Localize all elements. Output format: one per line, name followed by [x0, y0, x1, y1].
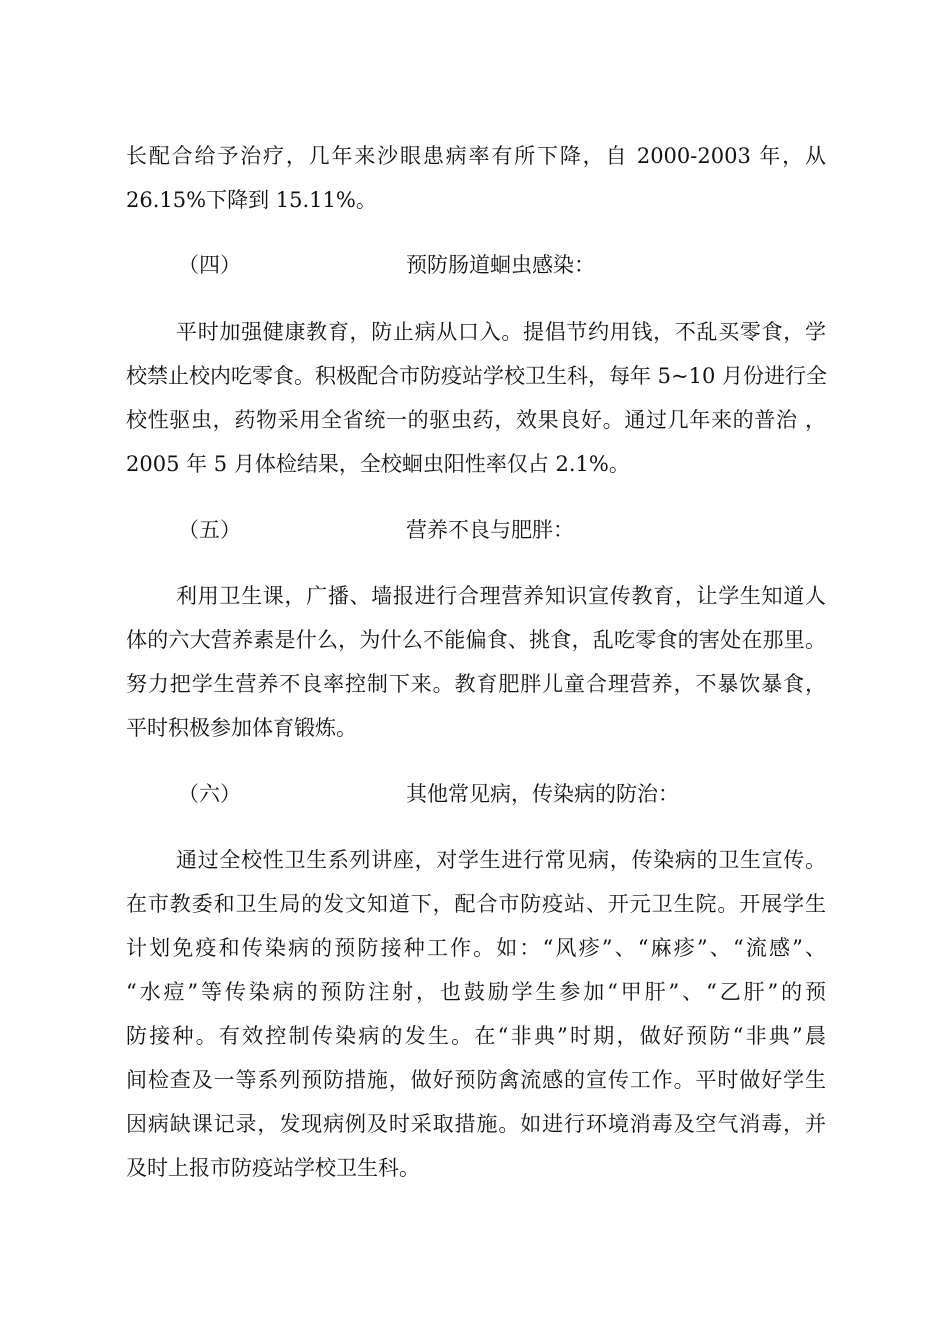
text-line: 通过全校性卫生系列讲座，对学生进行常见病，传染病的卫生宣传。	[176, 848, 826, 872]
section-number: （六）	[178, 782, 241, 806]
text-line: 利用卫生课，广播、墙报进行合理营养知识宣传教育，让学生知道人	[176, 584, 826, 608]
text-line: 2005 年 5 月体检结果，全校蛔虫阳性率仅占 2.1%。	[126, 452, 630, 476]
text-line: 校性驱虫，药物采用全省统一的驱虫药，效果良好。通过几年来的普治 ，	[126, 408, 826, 432]
section-title: 营养不良与肥胖：	[406, 518, 574, 542]
paragraph-infectious-disease	[126, 838, 826, 1190]
text-line: 努力把学生营养不良率控制下来。教育肥胖儿童合理营养，不暴饮暴食，	[126, 672, 826, 696]
text-line: 平时加强健康教育，防止病从口入。提倡节约用钱，不乱买零食，学	[176, 320, 826, 344]
text-line: 体的六大营养素是什么，为什么不能偏食、挑食，乱吃零食的害处在那里。	[126, 628, 826, 652]
text-line: “水痘”等传染病的预防注射，也鼓励学生参加“甲肝”、“乙肝”的预	[126, 980, 826, 1004]
text-line: 计划免疫和传染病的预防接种工作。如：“风疹”、“麻疹”、“流感”、	[126, 936, 826, 960]
text-line: 26.15%下降到 15.11%。	[126, 188, 377, 212]
section-number: （五）	[178, 518, 241, 542]
text-line: 长配合给予治疗，几年来沙眼患病率有所下降，自 2000-2003 年，从	[126, 144, 826, 168]
text-line: 因病缺课记录，发现病例及时采取措施。如进行环境消毒及空气消毒，并	[126, 1112, 826, 1136]
section-title: 预防肠道蛔虫感染：	[406, 253, 595, 277]
text-line: 在市教委和卫生局的发文知道下，配合市防疫站、开元卫生院。开展学生	[126, 892, 826, 916]
section-title: 其他常见病，传染病的防治：	[406, 782, 679, 806]
paragraph-nutrition	[126, 574, 826, 750]
paragraph-parasite-prevention	[126, 310, 826, 486]
text-line: 防接种。有效控制传染病的发生。在“非典”时期，做好预防“非典”晨	[126, 1024, 826, 1048]
text-line: 平时积极参加体育锻炼。	[126, 716, 357, 740]
paragraph-trachoma-continued	[126, 134, 826, 222]
section-number: （四）	[178, 253, 241, 277]
text-line: 间检查及一等系列预防措施，做好预防禽流感的宣传工作。平时做好学生	[126, 1068, 826, 1092]
text-line: 校禁止校内吃零食。积极配合市防疫站学校卫生科，每年 5~10 月份进行全	[126, 364, 828, 388]
text-line: 及时上报市防疫站学校卫生科。	[126, 1156, 420, 1180]
